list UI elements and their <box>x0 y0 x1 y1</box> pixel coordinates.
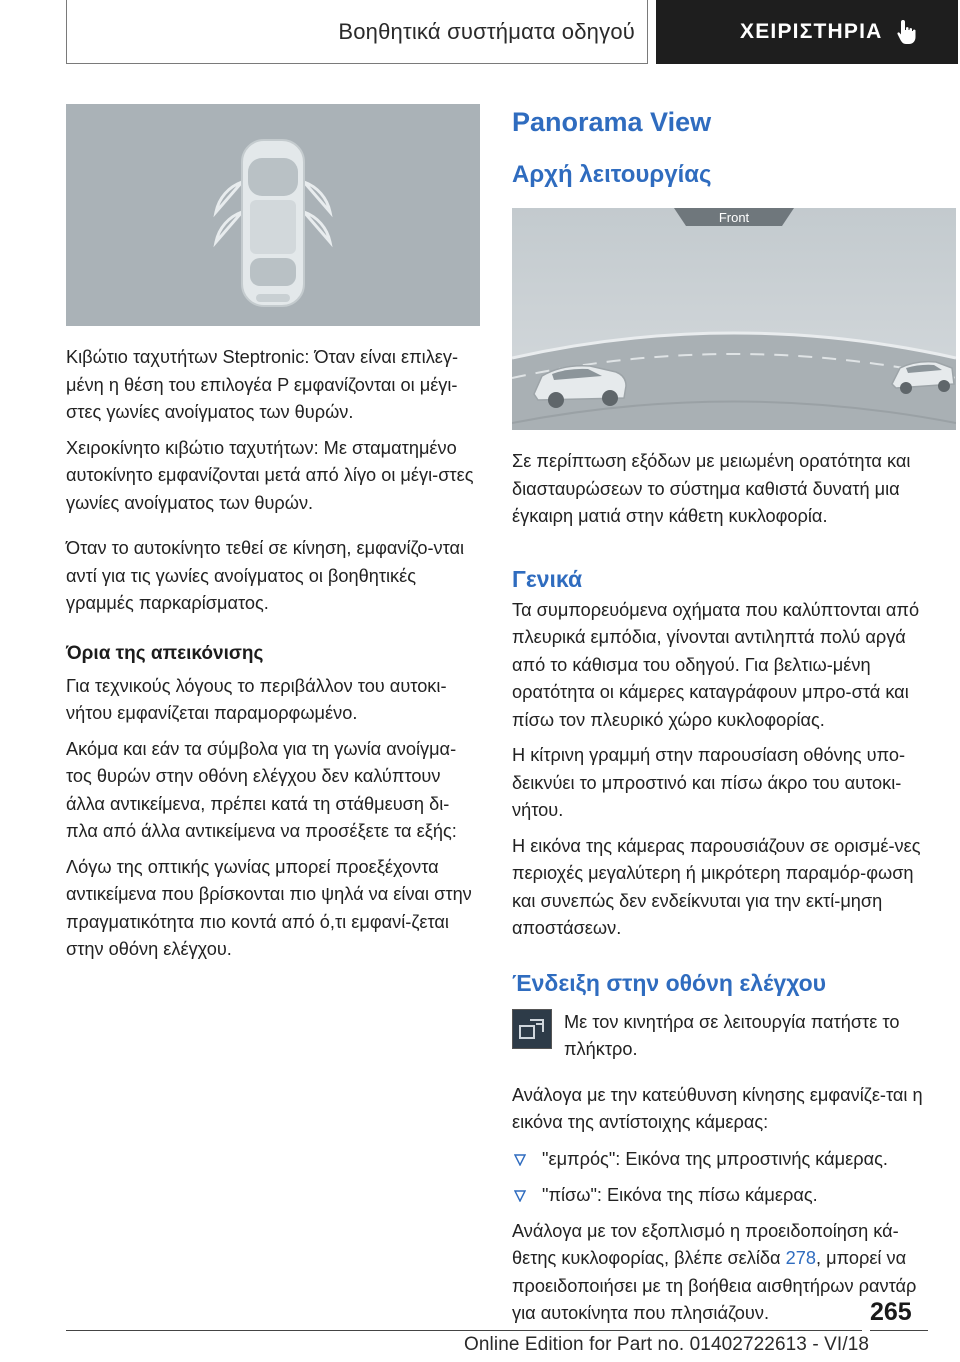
header-section-box <box>66 0 648 64</box>
header-chapter-title: ΧΕΙΡΙΣΤΗΡΙΑ <box>740 20 883 43</box>
bullet-front-camera: "εμπρός": Εικόνα της μπροστινής κάμερας. <box>542 1148 888 1169</box>
bullet-rear-camera: "πίσω": Εικόνα της πίσω κάμερας. <box>542 1185 818 1205</box>
door-opening-angle-image <box>66 104 480 326</box>
footer-divider <box>66 1330 862 1331</box>
paragraph-viewing-angle: Λόγω της οπτικής γωνίας μπορεί προεξέχοντα αντικείμενα που βρίσκονται πιο ψηλά να είναι στην πραγματικότητα πιο κοντά από ό,τι εμφανί‐ζεται στην οθόνη ελέγχου. <box>66 856 472 959</box>
heading-principle: Αρχή λειτουργίας <box>512 161 712 188</box>
triangle-bullet-icon <box>514 1154 526 1166</box>
paragraph-visibility: Σε περίπτωση εξόδων με μειωμένη ορατότητα και διασταυρώσεων το σύστημα καθιστά δυνατή μια έγκαιρη ματιά στην κάθετη κυκλοφορία. <box>512 451 911 526</box>
list-item <box>512 1146 926 1174</box>
camera-view-button-icon[interactable] <box>512 1009 552 1049</box>
right-column <box>512 104 926 1328</box>
paragraph-parking-lines: Όταν το αυτοκίνητο τεθεί σε κίνηση, εμφανίζο‐νται αντί για τις γωνίες ανοίγματος οι βοηθητικές γραμμές παρκαρίσματος. <box>66 538 465 613</box>
paragraph-distortion: Για τεχνικούς λόγους το περιβάλλον του αυτοκι‐νήτου εμφανίζεται παραμορφωμένο. <box>66 675 447 723</box>
paragraph-cross-traffic <box>512 1218 926 1328</box>
heading-display-limits: Όρια της απεικόνισης <box>66 642 264 664</box>
triangle-bullet-icon <box>514 1190 526 1202</box>
header-section-title: Βοηθητικά συστήματα οδηγού <box>338 18 635 44</box>
panorama-camera-image <box>512 208 956 430</box>
panorama-scene-illustration <box>512 208 956 430</box>
footer-divider-short <box>870 1330 928 1331</box>
header-chapter-tab[interactable] <box>656 0 958 64</box>
heading-panorama-view: Panorama View <box>512 107 712 137</box>
paragraph-yellow-line: Η κίτρινη γραμμή στην παρουσίαση οθόνης υπο‐δεικνύει το μπροστινό και πίσω άκρο του αυτοκι‐νήτου. <box>512 745 906 820</box>
page-number: 265 <box>870 1298 912 1326</box>
footer-edition: Online Edition for Part no. 01402722613 - VI/18 <box>464 1334 870 1355</box>
page-reference-link[interactable]: 278 <box>785 1248 816 1268</box>
cross-traffic-text-a: Ανάλογα με τον εξοπλισμό η προειδοποίηση κά‐θετης κυκλοφορίας, βλέπε σελίδα <box>512 1220 899 1268</box>
paragraph-camera-distortion: Η εικόνα της κάμερας παρουσιάζουν σε ορισμέ‐νες περιοχές μεγαλύτερη ή μικρότερη παραμόρ‐φωση και συνεπώς δεν ενδείκνυται για την εκτί‐μηση αποστάσεων. <box>512 835 921 938</box>
paragraph-door-symbols: Ακόμα και εάν τα σύμβολα για τη γωνία ανοίγμα‐τος θυρών στην οθόνη ελέγχου δεν καλύπτουν άλλα αντικείμενα, πρέπει κατά τη στάθμευση δι‐πλα από άλλα αντικείμενα να προσέξετε τα εξής: <box>66 738 457 841</box>
front-camera-label: Front <box>718 210 750 225</box>
cross-traffic-text-b: , μπορεί να προειδοποιήσει με τη βοήθεια αισθητήρων ραντάρ για αυτοκίνητα που πλησιάζουν. <box>512 1248 917 1323</box>
left-column <box>66 104 480 964</box>
paragraph-side-obstacles: Τα συμπορευόμενα οχήματα που καλύπτονται από πλευρικά εμπόδια, γίνονται αντιληπτά πολύ αργά από το κάθισμα του οδηγού. Για βελτιω‐μένη ορατότητα οι κάμερες καταγράφουν μπρο‐στά και πίσω τον πλευρικό χώρο κυκλοφορίας. <box>512 599 920 730</box>
paragraph-direction: Ανάλογα με την κατεύθυνση κίνησης εμφανίζε‐ται η εικόνα της αντίστοιχης κάμερας: <box>512 1084 923 1132</box>
paragraph-steptronic: Κιβώτιο ταχυτήτων Steptronic: Όταν είναι επιλεγ‐μένη η θέση του επιλογέα P εμφανίζονται οι μέγι‐στες γωνίες ανοίγματος των θυρών. <box>66 347 459 422</box>
heading-control-display: Ένδειξη στην οθόνη ελέγχου <box>512 969 827 996</box>
car-top-view-illustration <box>66 104 480 326</box>
button-instruction-row <box>512 1009 926 1064</box>
camera-view-glyph-icon <box>517 1016 547 1042</box>
heading-general: Γενικά <box>512 565 583 592</box>
hand-pointer-icon <box>895 18 919 46</box>
list-item <box>512 1182 926 1210</box>
paragraph-manual-gearbox: Χειροκίνητο κιβώτιο ταχυτήτων: Με σταματημένο αυτοκίνητο εμφανίζονται μετά από λίγο οι μέγι‐στες γωνίες ανοίγματος των θυρών. <box>66 437 474 513</box>
paragraph-press-button: Με τον κινητήρα σε λειτουργία πατήστε το πλήκτρο. <box>564 1011 900 1059</box>
